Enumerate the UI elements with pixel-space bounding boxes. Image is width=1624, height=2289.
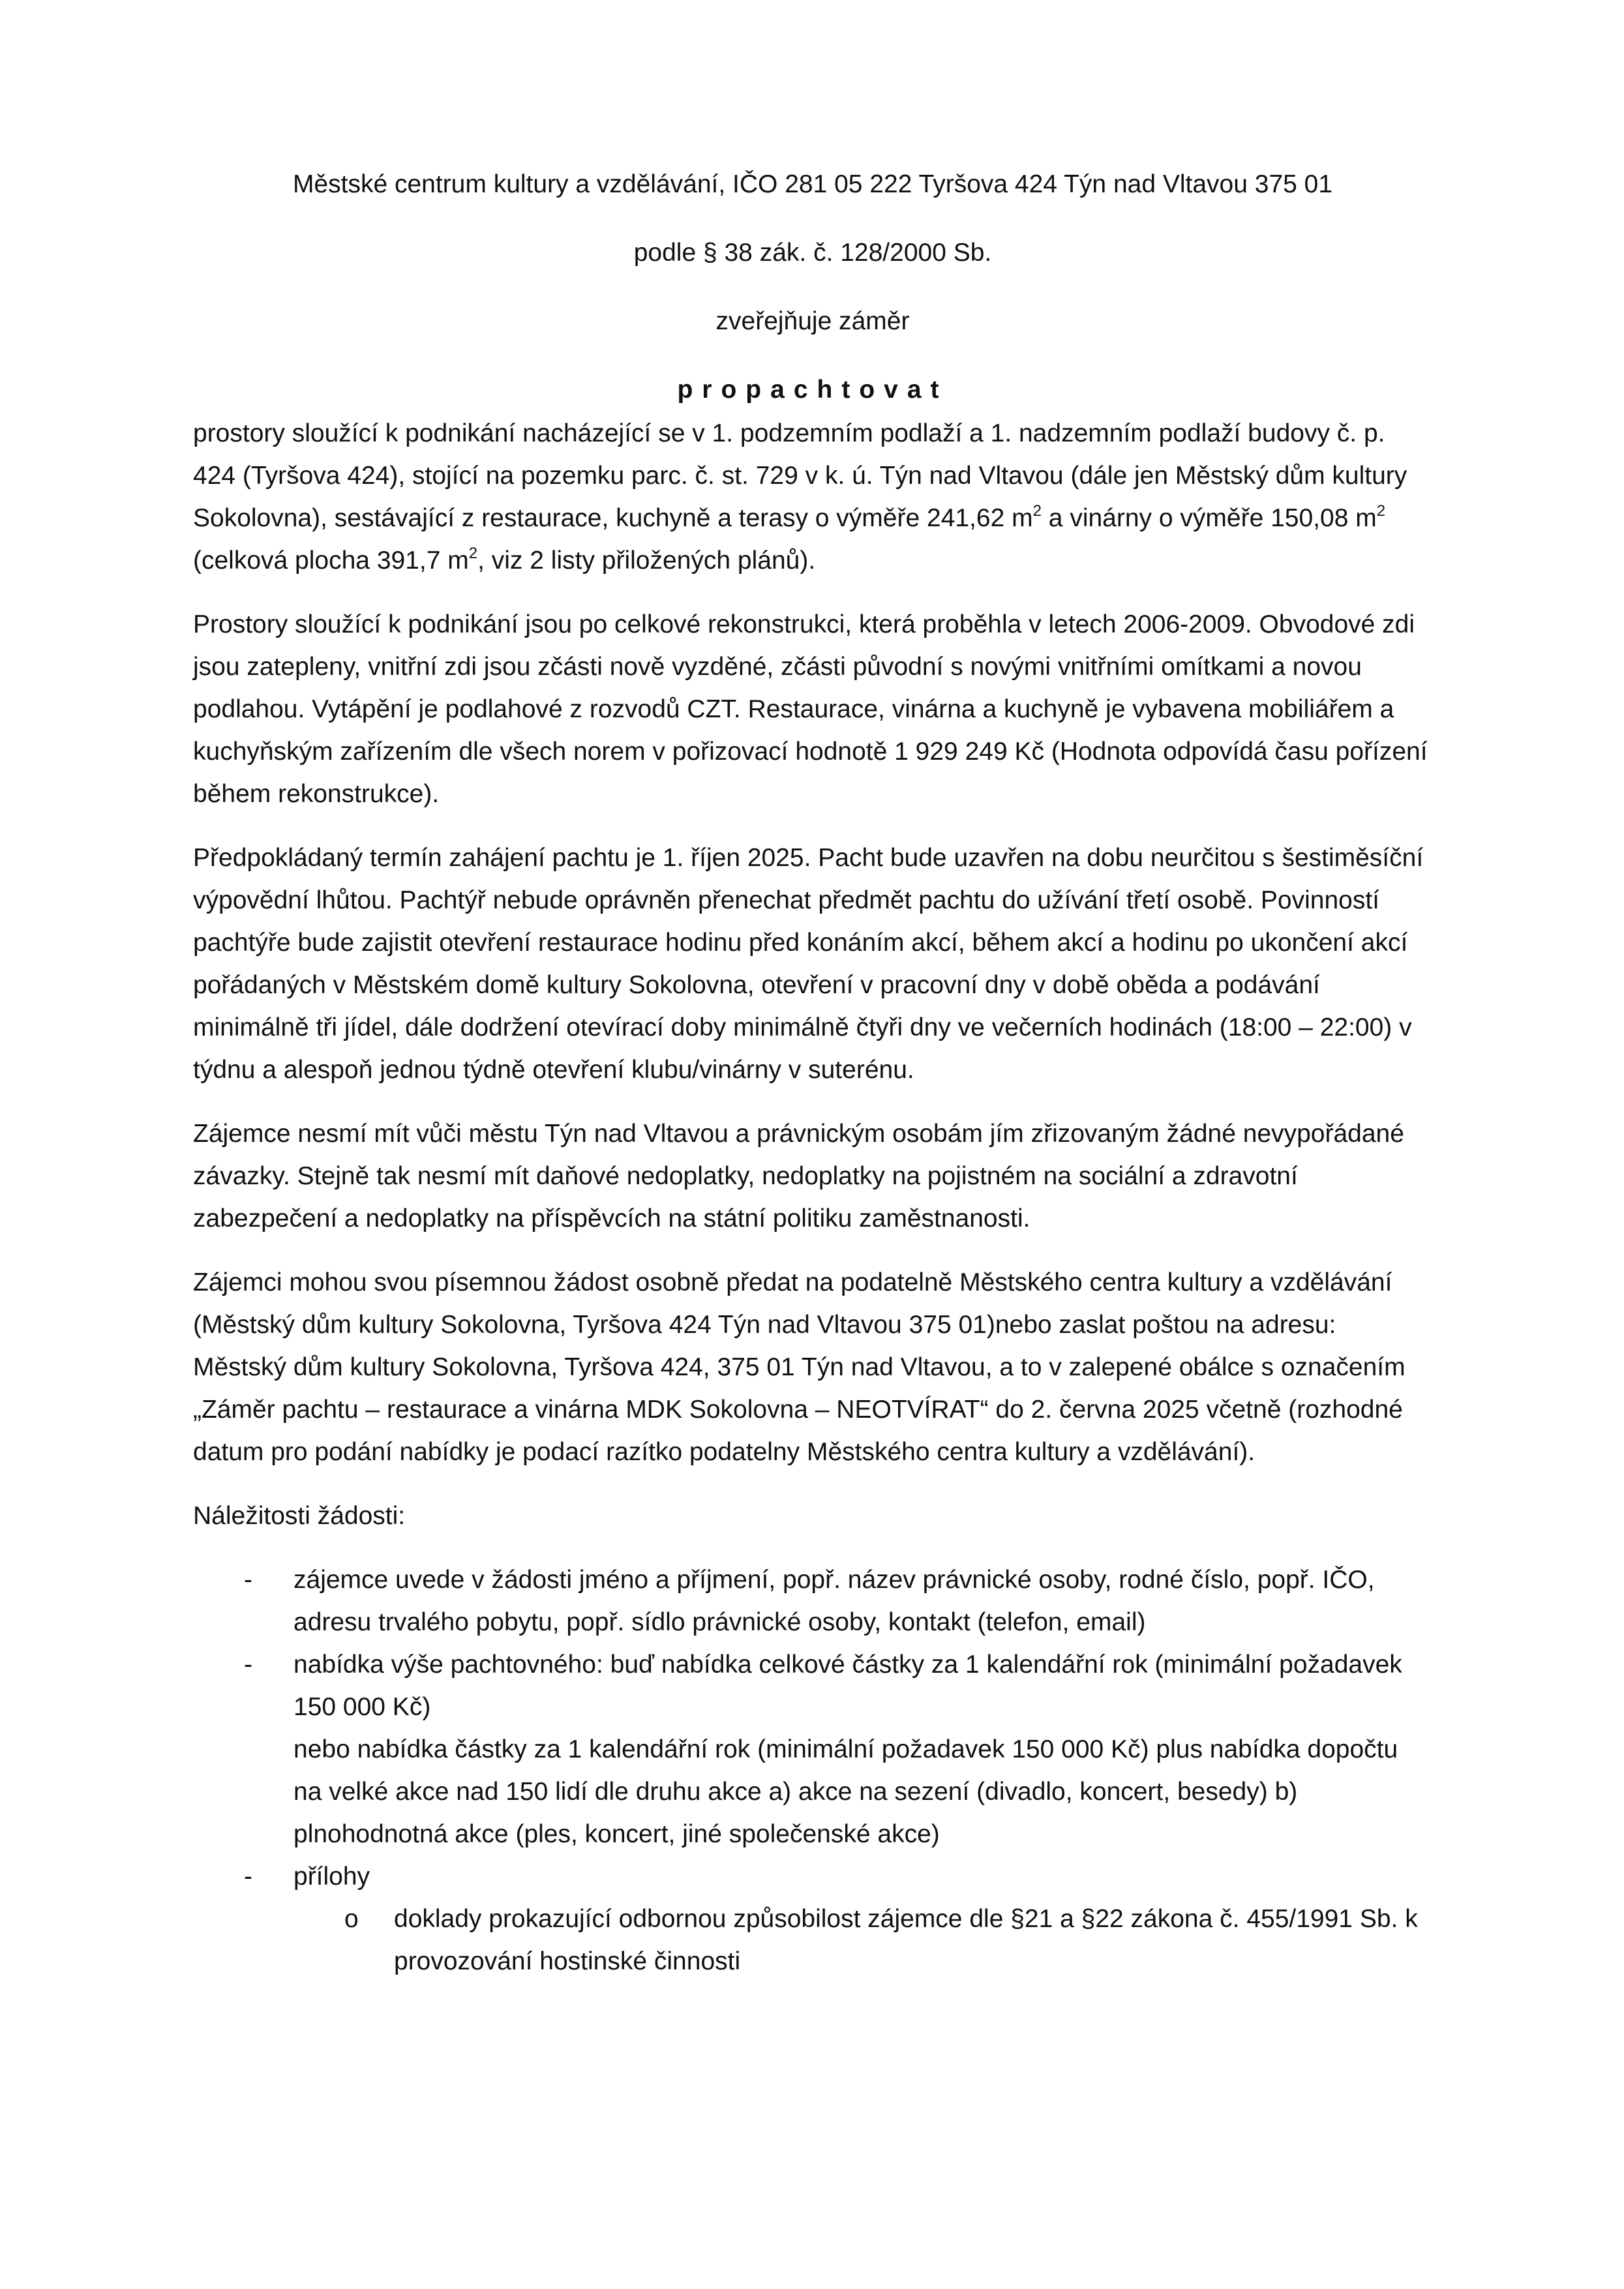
document-body — [193, 163, 1432, 1982]
paragraph-reconstruction: Prostory sloužící k podnikání jsou po celkové rekonstrukci, která proběhla v letech 2006-2009. Obvodové zdi jsou zatepleny, vnitřní zdi jsou zčásti nově vyzděné, zčásti původní s novými vnitřními omítkami a novou podlahou. Vytápění je podlahové z rozvodů CZT. Restaurace, vinárna a kuchyně je vybavena mobiliářem a kuchyňským zařízením dle všech norem v pořizovací hodnotě 1 929 249 Kč (Hodnota odpovídá času pořízení během rekonstrukce). — [193, 610, 1428, 808]
dash-bullet: - — [244, 1566, 252, 1594]
paragraph-premises-part-b: a vinárny o výměře 150,08 m — [1041, 504, 1377, 532]
paragraph-premises-part-c: (celková plocha 391,7 m — [193, 546, 469, 575]
requirements-list — [193, 1559, 1432, 1982]
list-item — [193, 1855, 1432, 1982]
paragraph-lease-terms: Předpokládaný termín zahájení pachtu je 1. říjen 2025. Pacht bude uzavřen na dobu neurčitou s šestiměsíční výpovědní lhůtou. Pachtýř nebude oprávněn přenechat předmět pachtu do užívání třetí osobě. Povinností pachtýře bude zajistit otevření restaurace hodinu před konáním akcí, během akcí a hodinu po ukončení akcí pořádaných v Městském domě kultury Sokolovna, otevření v pracovní dny v době oběda a podávání minimálně tři jídel, dále dodržení otevírací doby minimálně čtyři dny ve večerních hodinách (18:00 – 22:00) v týdnu a alespoň jednou týdně otevření klubu/vinárny v suterénu. — [193, 844, 1424, 1084]
paragraph-premises-part-d: , viz 2 listy přiložených plánů). — [477, 546, 816, 575]
header-line-1: Městské centrum kultury a vzdělávání, IČO 281 05 222 Tyršova 424 Týn nad Vltavou 375 01 — [292, 170, 1333, 198]
header-line-2: podle § 38 zák. č. 128/2000 Sb. — [633, 239, 992, 267]
superscript-2: 2 — [1376, 502, 1386, 520]
header-line-3: zveřejňuje záměr — [715, 307, 910, 335]
dash-bullet: - — [244, 1651, 252, 1679]
circle-bullet: o — [344, 1905, 359, 1933]
document-title: propachtovat — [677, 376, 948, 404]
list-item-text: zájemce uvede v žádosti jméno a příjmení, popř. název právnické osoby, rodné číslo, popř. IČO, adresu trvalého pobytu, popř. sídlo právnické osoby, kontakt (telefon, email) — [293, 1566, 1375, 1636]
paragraph-premises — [193, 412, 1432, 582]
list-item-text: přílohy — [293, 1863, 370, 1891]
attachments-sublist — [293, 1898, 1432, 1982]
list-item-text: nabídka výše pachtovného: buď nabídka celkové částky za 1 kalendářní rok (minimální požadavek 150 000 Kč) — [293, 1651, 1402, 1721]
sub-list-item-text: doklady prokazující odbornou způsobilost zájemce dle §21 a §22 zákona č. 455/1991 Sb. k provozování hostinské činnosti — [394, 1905, 1418, 1975]
paragraph-applicant-conditions: Zájemce nesmí mít vůči městu Týn nad Vltavou a právnickým osobám jím zřizovaným žádné nevypořádané závazky. Stejně tak nesmí mít daňové nedoplatky, nedoplatky na pojistném na sociální a zdravotní zabezpečení a nedoplatky na příspěvcích na státní politiku zaměstnanosti. — [193, 1120, 1404, 1233]
superscript-1: 2 — [1032, 502, 1042, 520]
sub-list-item — [293, 1898, 1432, 1982]
superscript-3: 2 — [468, 545, 478, 562]
paragraph-premises-part-a: prostory sloužící k podnikání nacházející se v 1. podzemním podlaží a 1. nadzemním podlaží budovy č. p. 424 (Tyršova 424), stojící na pozemku parc. č. st. 729 v k. ú. Týn nad Vltavou (dále jen Městský dům kultury Sokolovna), sestávající z restaurace, kuchyně a terasy o výměře 241,62 m — [193, 419, 1407, 532]
dash-bullet: - — [244, 1863, 252, 1891]
list-item — [193, 1643, 1432, 1855]
requirements-heading: Náležitosti žádosti: — [193, 1502, 406, 1530]
list-item — [193, 1559, 1432, 1643]
paragraph-submission: Zájemci mohou svou písemnou žádost osobně předat na podatelně Městského centra kultury a vzdělávání (Městský dům kultury Sokolovna, Tyršova 424 Týn nad Vltavou 375 01)nebo zaslat poštou na adresu: Městský dům kultury Sokolovna, Tyršova 424, 375 01 Týn nad Vltavou, a to v zalepené obálce s označením „Záměr pachtu – restaurace a vinárna MDK Sokolovna – NEOTVÍRAT“ do 2. června 2025 včetně (rozhodné datum pro podání nabídky je podací razítko podatelny Městského centra kultury a vzdělávání). — [193, 1268, 1406, 1466]
list-item-continuation: nebo nabídka částky za 1 kalendářní rok (minimální požadavek 150 000 Kč) plus nabídka dopočtu na velké akce nad 150 lidí dle druhu akce a) akce na sezení (divadlo, koncert, besedy) b) plnohodnotná akce (ples, koncert, jiné společenské akce) — [293, 1735, 1398, 1848]
